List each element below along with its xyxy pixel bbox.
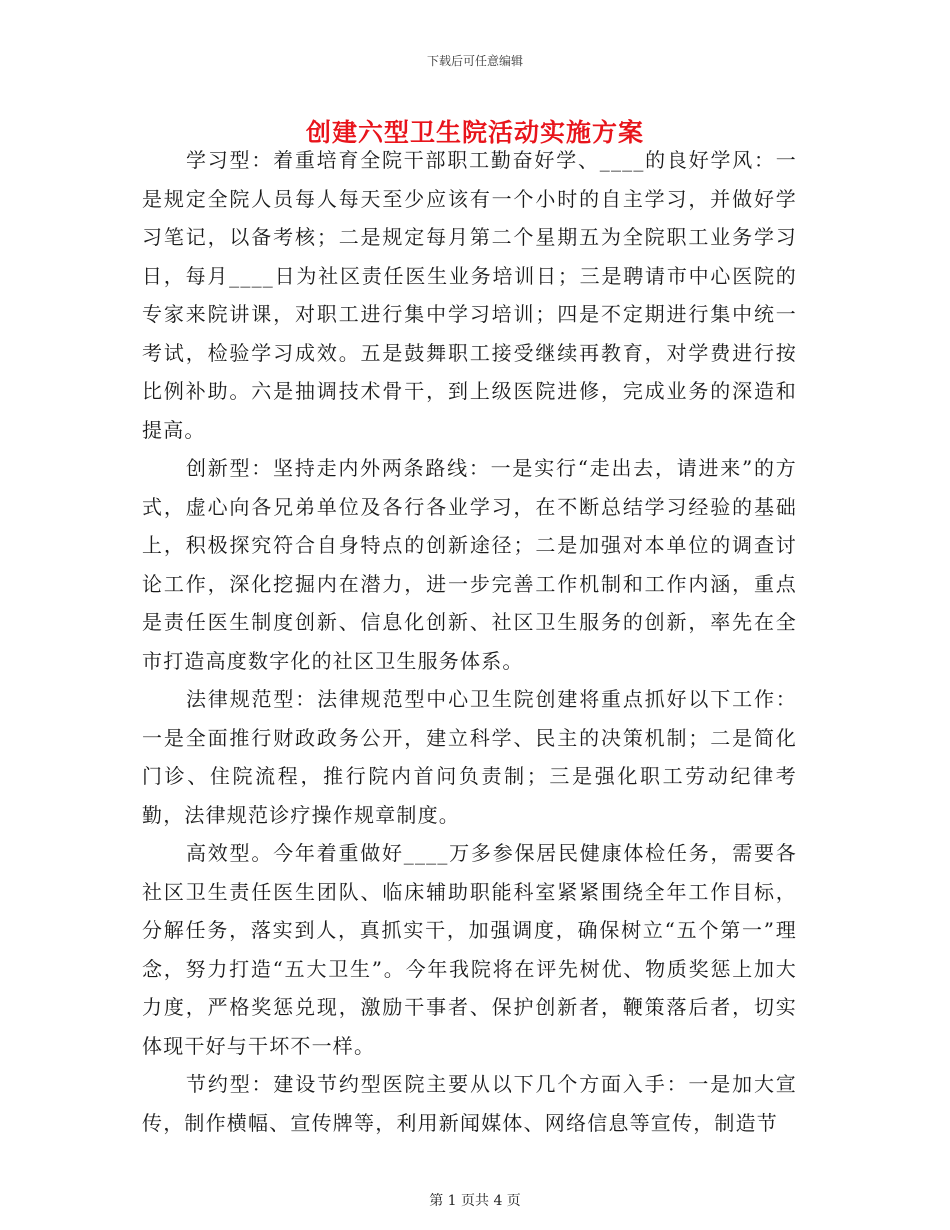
document-title: 创建六型卫生院活动实施方案	[305, 118, 644, 147]
page-header-note: 下载后可任意编辑	[426, 54, 523, 68]
paragraph-legal-standard-type: 法律规范型：法律规范型中心卫生院创建将重点抓好以下工作：一是全面推行财政政务公开，建立科学、民主的决策机制；二是简化门诊、住院流程，推行院内首问负责制；三是强化职工劳动纪律考勤，法律规范诊疗操作规章制度。	[142, 687, 797, 827]
paragraph-efficiency-type: 高效型。今年着重做好____万多参保居民健康体检任务，需要各社区卫生责任医生团队、临床辅助职能科室紧紧围绕全年工作目标，分解任务，落实到人，真抓实干，加强调度，确保树立“五个第一”理念，努力打造“五大卫生”。今年我院将在评先树优、物质奖惩上加大力度，严格奖惩兑现，激励干事者、保护创新者，鞭策落后者，切实体现干好与干坏不一样。	[142, 841, 797, 1058]
paragraph-economy-type: 节约型：建设节约型医院主要从以下几个方面入手：一是加大宣传，制作横幅、宣传牌等，利用新闻媒体、网络信息等宣传，制造节	[142, 1072, 797, 1135]
page-number-footer: 第 1 页共 4 页	[429, 1193, 521, 1209]
paragraph-learning-type: 学习型：着重培育全院干部职工勤奋好学、____的良好学风：一是规定全院人员每人每天至少应该有一个小时的自主学习，并做好学习笔记，以备考核；二是规定每月第二个星期五为全院职工业务学习日，每月____日为社区责任医生业务培训日；三是聘请市中心医院的专家来院讲课，对职工进行集中学习培训；四是不定期进行集中统一考试，检验学习成效。五是鼓舞职工接受继续再教育，对学费进行按比例补助。六是抽调技术骨干，到上级医院进修，完成业务的深造和提高。	[142, 148, 797, 442]
document-body	[142, 141, 797, 1142]
paragraph-innovation-type: 创新型：坚持走内外两条路线：一是实行“走出去，请进来”的方式，虚心向各兄弟单位及各行各业学习，在不断总结学习经验的基础上，积极探究符合自身特点的创新途径；二是加强对本单位的调查讨论工作，深化挖掘内在潜力，进一步完善工作机制和工作内涵，重点是责任医生制度创新、信息化创新、社区卫生服务的创新，率先在全市打造高度数字化的社区卫生服务体系。	[142, 456, 797, 673]
